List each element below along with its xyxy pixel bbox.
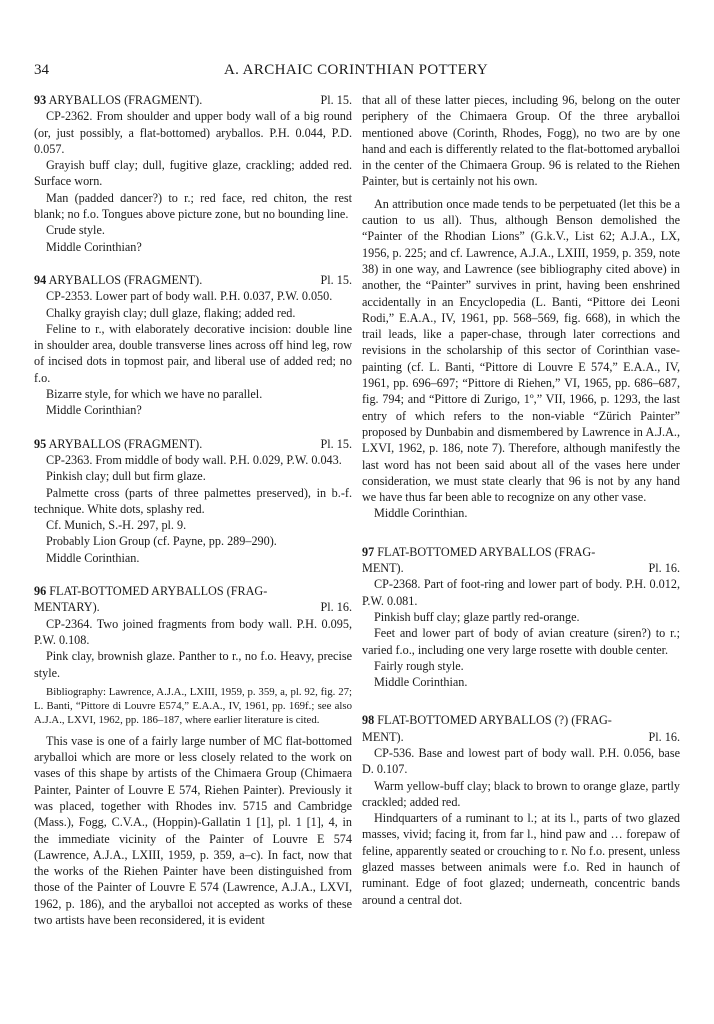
- entry-line: Cf. Munich, S.-H. 297, pl. 9.: [46, 518, 187, 533]
- entry-number: 98: [362, 713, 375, 728]
- plate-ref: Pl. 16.: [648, 729, 680, 744]
- page-number: 34: [34, 62, 49, 78]
- bibliography: Bibliography: Lawrence, A.J.A., LXIII, 1959, p. 359, a, pl. 92, fig. 27; L. Banti, “Pittore di Louvre E574,” E.A.A., IV, 1961, pp. 169f.; see also A.J.A., LXVI, 1962, pp. 186–187, where earlier literature is cited.: [34, 685, 352, 726]
- entry-number: 96: [34, 584, 47, 599]
- entry-line: Hindquarters of a ruminant to l.; at its l., parts of two glazed masses, vivid; facing it, from far l., hind paw and … forepaw of feline, apparently seated or crouching to r. No f.o. present, unless glazed masses between animals were f.o. Red in haunch of ruminant. Edge of foot glazed; underneath, concentric bands around a central dot.: [362, 811, 680, 907]
- entry-line: Pinkish buff clay; glaze partly red-orange.: [374, 609, 580, 624]
- entry-title: [34, 436, 352, 452]
- entry-title-cont: [362, 560, 680, 576]
- catalogue-entry-98: [362, 712, 680, 908]
- entry-number: 95: [34, 436, 47, 451]
- entry-line: Palmette cross (parts of three palmettes preserved), in b.-f. technique. White dots, splashy red.: [34, 485, 352, 516]
- entry-heading: ARYBALLOS (FRAGMENT).: [48, 93, 203, 107]
- entry-title: [362, 712, 680, 728]
- entry-line: Middle Corinthian.: [374, 675, 468, 690]
- entry-line: CP-2368. Part of foot-ring and lower part of body. P.H. 0.012, P.W. 0.081.: [362, 577, 680, 608]
- entry-title: [34, 92, 352, 108]
- entry-heading-cont: MENTARY).: [34, 600, 100, 615]
- discussion-cont: that all of these latter pieces, including 96, belong on the outer periphery of the Chimaera Group. Of the three aryballoi mentioned above (Corinth, Rhodes, Fogg), no two are by one hand and each is differently related to the flat-bottomed aryballoi in the center of the Chimaera Group. 96 is related to the Riehen Painter, but is certainly not his own.: [362, 93, 680, 189]
- entry-line: Middle Corinthian?: [46, 403, 142, 418]
- entry-number: 93: [34, 93, 47, 107]
- entry-line: CP-2362. From shoulder and upper body wall of a big round (or, just possibly, a flat-bottomed) aryballos. P.H. 0.044, P.D. 0.057.: [34, 109, 352, 156]
- plate-ref: Pl. 15.: [320, 436, 352, 451]
- entry-title-cont: [362, 729, 680, 745]
- entry-title-cont: [34, 599, 352, 615]
- entry-heading: FLAT-BOTTOMED ARYBALLOS (FRAG-: [49, 584, 268, 599]
- entry-line: CP-2363. From middle of body wall. P.H. 0.029, P.W. 0.043.: [46, 452, 342, 467]
- entry-line: Middle Corinthian.: [46, 550, 140, 565]
- entry-line: Warm yellow-buff clay; black to brown to orange glaze, partly crackled; added red.: [362, 778, 680, 809]
- catalogue-entry-93: [34, 92, 352, 255]
- attribution-paragraph: An attribution once made tends to be perpetuated (let this be a caution to us all). Thus, although Benson demolished the “Painter of the Rhodian Lions” (G.k.V., List 62; A.J.A., LX, 1956, p. 225; and cf. Lawrence, A.J.A., LXIII, 1959, p. 359, note 38) in one way, and Lawrence (see bibliography cited above) in another, the “Painter” survives in print, having been enshrined accidentally in an Encyclopedia (L. Banti, “Pittore dei Leoni Rodi,” E.A.A., IV, 1961, pp. 568–569, fig. 668), in which the trail leads, like a paper-chase, through later corrections and revisions in the scholarship of this sector of Corinthian vase-painting (cf. L. Banti, “Pittore di Louvre E 574,” E.A.A., IV, 1961, pp. 696–697; “Pittore di Riehen,” VI, 1965, pp. 686–687, fig. 794; and “Pittore di Zurigo, 1º,” VII, 1966, p. 1293, the last entry of which refers to the non-viable “Zürich Painter” proposed by Dunbabin and dismembered by Lawrence in A.J.A., LXVI, 1962, p. 186, note 7). Therefore, although manifestly the last word has not been said about all of the vases here under consideration, we must state clearly that 96 is not by any hand we have thus far been able to recognize on any other vase.: [362, 196, 680, 505]
- entry-title: [362, 544, 680, 560]
- entry-title: [34, 583, 352, 599]
- entry-number: 97: [362, 544, 375, 559]
- entry-line: Probably Lion Group (cf. Payne, pp. 289–290).: [46, 534, 277, 549]
- plate-ref: Pl. 16.: [320, 600, 352, 615]
- running-head: A. ARCHAIC CORINTHIAN POTTERY: [223, 62, 489, 78]
- entry-line: Pink clay, brownish glaze. Panther to r., no f.o. Heavy, precise style.: [34, 649, 352, 680]
- entry-line: Bizarre style, for which we have no parallel.: [46, 387, 263, 402]
- entry-heading: FLAT-BOTTOMED ARYBALLOS (?) (FRAG-: [377, 713, 612, 728]
- catalogue-entry-96: [34, 583, 352, 928]
- plate-ref: Pl. 16.: [648, 561, 680, 576]
- discussion: This vase is one of a fairly large number of MC flat-bottomed aryballoi which are more or less closely related to the work on vases of this shape by artists of the Chimaera Group (Chimaera Painter, Painter of Louvre E 574, Riehen Painter). Previously it was placed, together with Rhodes inv. 5715 and Cambridge (Mass.), Fogg, C.V.A., (Hoppin)-Gallatin 1 [1], pl. 1 [1], 4, in the immediate vicinity of the Painter of Louvre E 574 (Lawrence, A.J.A., LXIII, 1959, p. 359, a–c). In fact, now that the works of the Riehen Painter have been distinguished from those of the Painter of Louvre E 574 (Lawrence, A.J.A., LXVI, 1962, p. 186), and the aryballoi not accepted as works of these two artists have been reconsidered, it is evident: [34, 733, 352, 928]
- catalogue-entry-95: [34, 436, 352, 566]
- entry-line: Man (padded dancer?) to r.; red face, red chiton, the rest blank; no f.o. Tongues above picture zone, but no bounding line.: [34, 190, 352, 222]
- entry-heading: ARYBALLOS (FRAGMENT).: [48, 272, 203, 287]
- entry-heading-cont: MENT).: [362, 729, 404, 744]
- entry-line: Fairly rough style.: [374, 658, 464, 673]
- entry-line: Grayish buff clay; dull, fugitive glaze, crackling; added red. Surface worn.: [34, 158, 352, 189]
- left-column: [34, 92, 352, 945]
- entry-heading-cont: MENT).: [362, 561, 404, 576]
- entry-line: Middle Corinthian.: [374, 506, 468, 521]
- entry-heading: FLAT-BOTTOMED ARYBALLOS (FRAG-: [377, 544, 596, 559]
- entry-line: Feline to r., with elaborately decorative incision: double line in shoulder area, double transverse lines across off hind leg, row of incised dots in topmost pair, and liberal use of added red; no f.o.: [34, 321, 352, 385]
- catalogue-entry-97: [362, 544, 680, 691]
- catalogue-entry-94: [34, 272, 352, 419]
- entry-line: Middle Corinthian?: [46, 239, 142, 254]
- entry-line: Crude style.: [46, 223, 105, 238]
- entry-heading: ARYBALLOS (FRAGMENT).: [48, 436, 203, 451]
- page-header: [34, 62, 678, 82]
- entry-line: Chalky grayish clay; dull glaze, flaking; added red.: [46, 305, 296, 320]
- plate-ref: Pl. 15.: [320, 93, 352, 107]
- entry-line: Pinkish clay; dull but firm glaze.: [46, 469, 206, 484]
- entry-line: CP-536. Base and lowest part of body wall. P.H. 0.056, base D. 0.107.: [362, 745, 680, 777]
- entry-line: CP-2364. Two joined fragments from body wall. P.H. 0.095, P.W. 0.108.: [34, 616, 352, 647]
- entry-line: CP-2353. Lower part of body wall. P.H. 0.037, P.W. 0.050.: [46, 289, 333, 304]
- plate-ref: Pl. 15.: [320, 272, 352, 287]
- entry-title: [34, 272, 352, 288]
- entry-96-continued: [362, 92, 680, 522]
- entry-number: 94: [34, 272, 47, 287]
- entry-line: Feet and lower part of body of avian creature (siren?) to r.; varied f.o., including one very large rosette with double center.: [362, 626, 680, 657]
- right-column: [362, 92, 680, 925]
